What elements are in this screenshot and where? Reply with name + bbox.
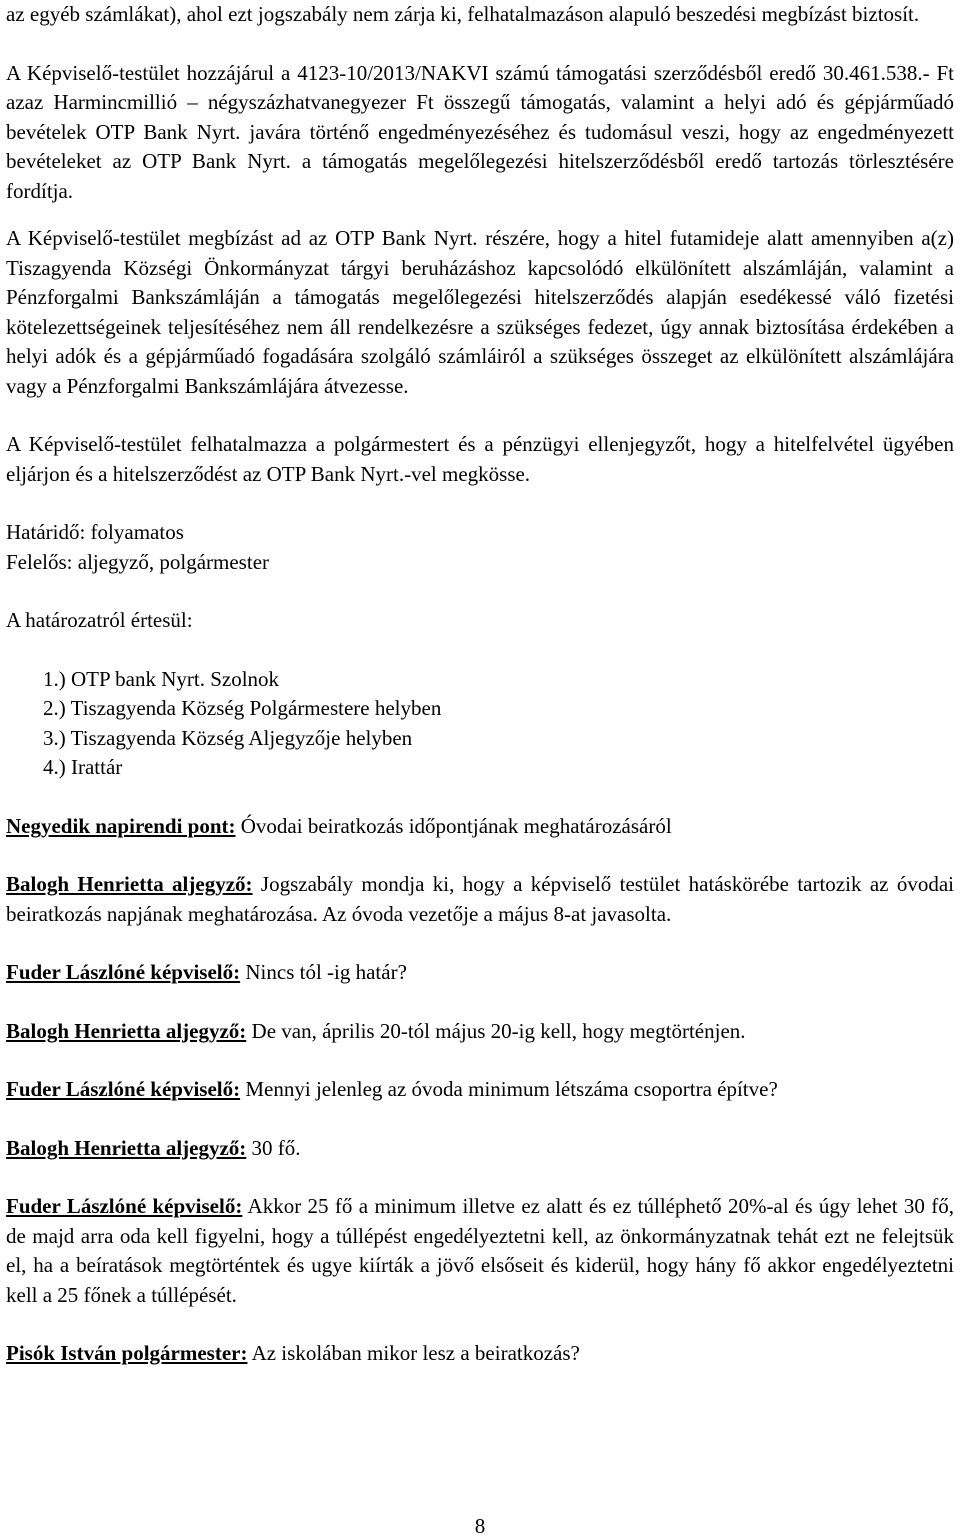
speaker-name: Balogh Henrietta aljegyző: [6, 872, 253, 896]
agenda-text: Óvodai beiratkozás időpontjának meghatározásáról [235, 813, 672, 838]
speaker-name: Balogh Henrietta aljegyző: [6, 1135, 247, 1160]
paragraph-mandate-otp: A Képviselő-testület megbízást ad az OTP Bank Nyrt. részére, hogy a hitel futamideje alatt amennyiben a(z) Tiszagyenda Községi Önkormányzat tárgyi beruházáshoz kapcsolódó elkülönített alszámláján, valamint a Pénzforgalmi Bankszámláján a támogatás megelőlegezési hitelszerződés alapján esedékessé váló fizetési kötelezettségeinek teljesítéséhez nem áll rendelkezésre a szükséges fedezet, úgy annak biztosítása érdekében a helyi adók és a gépjárműadó fogadására szolgáló számláiról a szükséges összeget az elkülönített alszámlájára vagy a Pénzforgalmi Bankszámlájára átvezesse. [6, 226, 954, 398]
list-item [43, 753, 954, 783]
speech-text: Akkor 25 fő a minimum illetve ez alatt és ez túlléphető 20%-al és úgy lehet 30 fő, de majd arra oda kell figyelni, hogy a túllépést engedélyeztetni kell, az önkormányzatnak tehát ezt ne felejtsük el, ha a beíratások megtörténtek és ugye kiírták a jövő elsőseit és kiderül, hogy hány fő akkor engedélyeztetni kell a 25 főnek a túllépését. [6, 1194, 954, 1307]
list-item-number: 2.) [43, 696, 66, 720]
responsible-line: Felelős: aljegyző, polgármester [6, 549, 270, 574]
speech-text: 30 fő. [246, 1135, 301, 1160]
paragraph-authorization-continued: az egyéb számlákat), ahol ezt jogszabály nem zárja ki, felhatalmazáson alapuló beszedési megbízást biztosít. [6, 2, 920, 26]
page-number: 8 [474, 1514, 486, 1537]
paragraph-assignment-consent: A Képviselő-testület hozzájárul a 4123-10/2013/NAKVI számú támogatási szerződésből eredő 30.461.538.- Ft azaz Harmincmillió – négyszázhatvanegyezer Ft összegű támogatás, valamint a helyi adó és gépjárműadó bevételek OTP Bank Nyrt. javára történő engedményezéséhez és tudomásul veszi, hogy az engedményezett bevételeket az OTP Bank Nyrt. a támogatás megelőlegezési hitelszerződésből eredő tartozás törlesztésére fordítja. [6, 60, 954, 203]
dialogue-entry [6, 870, 954, 929]
agenda-item [6, 812, 954, 842]
list-item-number: 1.) [43, 666, 66, 691]
dialogue-entry [6, 1134, 954, 1164]
dialogue-entry [6, 1192, 954, 1310]
notify-heading: A határozatról értesül: [6, 608, 193, 632]
list-item [43, 665, 954, 695]
list-item [43, 724, 954, 754]
speaker-name: Fuder Lászlóné képviselő: [6, 1194, 243, 1218]
agenda-label: Negyedik napirendi pont: [6, 813, 236, 838]
speaker-name: Fuder Lászlóné képviselő: [6, 960, 241, 984]
paragraph-mayor-authorization: A Képviselő-testület felhatalmazza a polgármestert és a pénzügyi ellenjegyzőt, hogy a hitelfelvétel ügyében eljárjon és a hitelszerződést az OTP Bank Nyrt.-vel megkösse. [6, 432, 954, 486]
document-body [6, 0, 954, 1369]
speech-text: Az iskolában mikor lesz a beiratkozás? [247, 1341, 580, 1365]
list-item-number: 4.) [43, 755, 66, 779]
speech-text: Jogszabály mondja ki, hogy a képviselő testület hatáskörébe tartozik az óvodai beiratkozás napjának meghatározása. Az óvoda vezetője a május 8-at javasolta. [6, 872, 955, 926]
speaker-name: Balogh Henrietta aljegyző: [6, 1018, 247, 1043]
dialogue-entry [6, 1017, 954, 1047]
list-item-text: Tiszagyenda Község Aljegyzője helyben [70, 725, 413, 750]
list-item-text: OTP bank Nyrt. Szolnok [71, 666, 280, 691]
list-item-text: Tiszagyenda Község Polgármestere helyben [70, 696, 442, 720]
dialogue-entry [6, 958, 954, 988]
speech-text: Nincs tól -ig határ? [240, 960, 407, 984]
list-item-text: Irattár [71, 755, 123, 779]
dialogue-entry [6, 1075, 954, 1105]
speech-text: De van, április 20-tól május 20-ig kell, hogy megtörténjen. [246, 1018, 746, 1043]
dialogue-entry [6, 1339, 954, 1369]
notify-list [43, 665, 954, 783]
speaker-name: Pisók István polgármester: [6, 1341, 248, 1365]
speaker-name: Fuder Lászlóné képviselő: [6, 1077, 241, 1101]
speech-text: Mennyi jelenleg az óvoda minimum létszáma csoportra építve? [240, 1077, 778, 1101]
list-item [43, 694, 954, 724]
list-item-number: 3.) [43, 725, 66, 750]
deadline-line: Határidő: folyamatos [6, 520, 184, 544]
